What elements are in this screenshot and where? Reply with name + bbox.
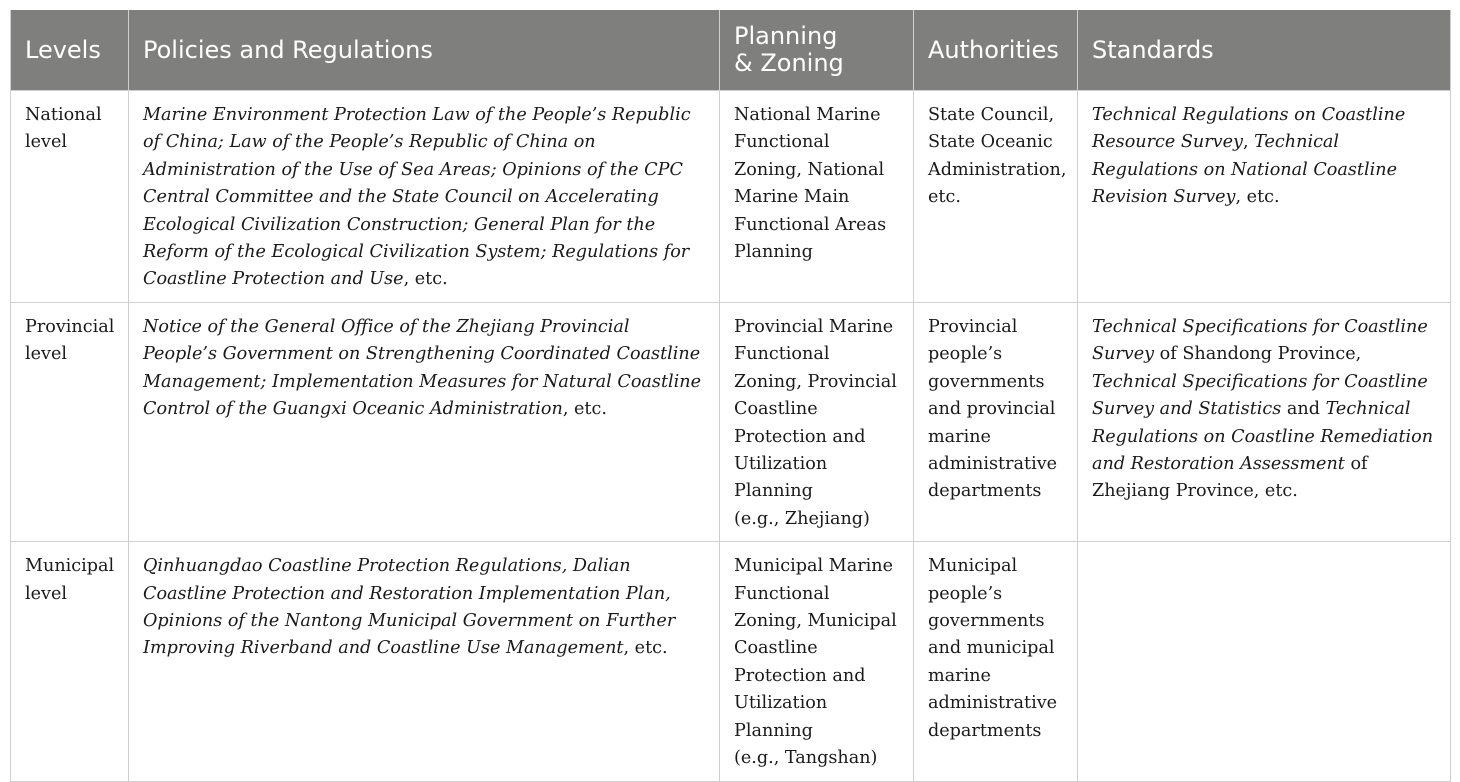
authorities-text: State Council, State Oceanic Administration, etc. (928, 105, 1067, 208)
cell-authorities (914, 303, 1078, 542)
header-planning-label: Planning & Zoning (734, 22, 844, 77)
planning-text: National Marine Functional Zoning, National Marine Main Functional Areas Planning (734, 105, 887, 263)
cell-authorities (914, 91, 1078, 303)
policy-table (10, 10, 1451, 782)
italic-title-text: Technical Regulations on Coastline Resource Survey (1092, 105, 1406, 153)
planning-text: Municipal Marine Functional Zoning, Municipal Coastline Protection and Utilization Planning (e.g., Tangshan) (734, 556, 897, 769)
cell-standards (1078, 303, 1451, 542)
plain-text: , (1242, 132, 1255, 153)
plain-text: , etc. (1235, 187, 1280, 208)
cell-level (11, 91, 129, 303)
plain-text: and (1281, 399, 1326, 420)
italic-title-text: Qinhuangdao Coastline Protection Regulations, Dalian Coastline Protection and Restoration Implementation Plan, Opinions of the Nantong Municipal Government on Further Improving Riverband and Coastline Use Management (143, 556, 676, 659)
italic-title-text: Technical Regulations on National Coastline Revision Survey (1092, 132, 1397, 208)
cell-planning (720, 542, 914, 781)
table-row-municipal (11, 542, 1451, 781)
cell-standards (1078, 542, 1451, 781)
cell-planning (720, 303, 914, 542)
cell-level (11, 303, 129, 542)
cell-policies (129, 91, 720, 303)
table-header (11, 10, 1451, 91)
level-label: Provincial level (25, 317, 115, 365)
header-row (11, 10, 1451, 91)
header-authorities: Authorities (914, 10, 1078, 91)
plain-text: of Shandong Province, (1154, 344, 1362, 365)
header-planning (720, 10, 914, 91)
table-row-national (11, 91, 1451, 303)
cell-policies (129, 303, 720, 542)
level-label: Municipal level (25, 556, 115, 604)
italic-title-text: Technical Regulations on Coastline Remediation and Restoration Assessment (1092, 399, 1434, 475)
header-levels: Levels (11, 10, 129, 91)
cell-planning (720, 91, 914, 303)
plain-text: , etc. (623, 638, 668, 659)
cell-authorities (914, 542, 1078, 781)
header-standards: Standards (1078, 10, 1451, 91)
authorities-text: Municipal people’s governments and municipal marine administrative departments (928, 556, 1058, 741)
table-row-provincial (11, 303, 1451, 542)
cell-policies (129, 542, 720, 781)
authorities-text: Provincial people’s governments and provincial marine administrative departments (928, 317, 1058, 502)
plain-text: of Zhejiang Province, etc. (1092, 454, 1368, 502)
italic-title-text: Marine Environment Protection Law of the People’s Republic of China; Law of the People’s Republic of China on Administration of the Use of Sea Areas; Opinions of the CPC Central Committee and the State Council on Accelerating Ecological Civilization Construction; General Plan for the Reform of the Ecological Civilization System; Regulations for Coastline Protection and Use (143, 105, 691, 290)
level-label: National level (25, 105, 102, 153)
italic-title-text: Technical Specifications for Coastline Survey and Statistics (1092, 371, 1428, 420)
cell-level (11, 542, 129, 781)
cell-standards (1078, 91, 1451, 303)
plain-text: , etc. (562, 399, 607, 420)
planning-text: Provincial Marine Functional Zoning, Provincial Coastline Protection and Utilization Planning (e.g., Zhejiang) (734, 317, 897, 529)
italic-title-text: Notice of the General Office of the Zhejiang Provincial People’s Government on Strengthening Coordinated Coastline Management; Implementation Measures for Natural Coastline Control of the Guangxi Oceanic Administration (143, 317, 702, 420)
italic-title-text: Technical Specifications for Coastline Survey (1092, 317, 1428, 365)
table-body (11, 91, 1451, 782)
header-policies: Policies and Regulations (129, 10, 720, 91)
plain-text: , etc. (403, 269, 448, 290)
